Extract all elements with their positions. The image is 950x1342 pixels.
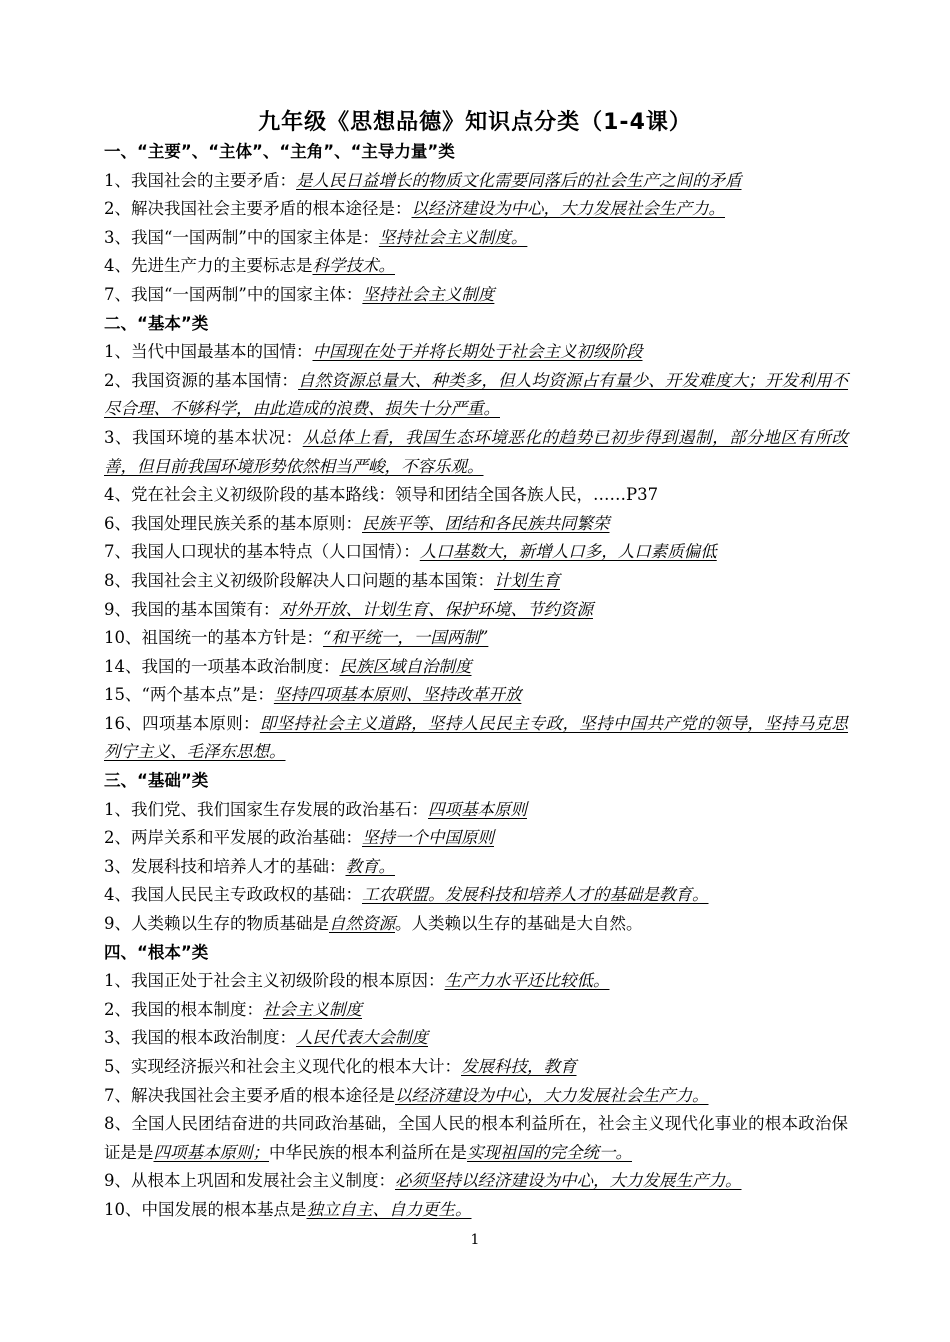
section-heading: 四、“根本”类: [104, 942, 209, 962]
item-answer: 以经济建设为中心，大力发展社会生产力。: [395, 1085, 709, 1105]
knowledge-item: [104, 910, 848, 939]
item-question: 9、我国的基本国策有：: [104, 599, 280, 619]
knowledge-item: [104, 1024, 848, 1053]
item-question: 6、我国处理民族关系的基本原则：: [104, 513, 362, 533]
item-answer: 科学技术。: [312, 256, 395, 276]
item-question: 7、我国“一国两制”中的国家主体：: [104, 284, 363, 304]
knowledge-item: [104, 481, 848, 510]
item-question: 10、祖国统一的基本方针是：: [104, 628, 323, 648]
knowledge-item: [104, 653, 848, 682]
item-answer: 坚持社会主义制度。: [378, 227, 528, 247]
knowledge-item: [104, 624, 848, 653]
item-question: 4、党在社会主义初级阶段的基本路线：领导和团结全国各族人民，……P37: [104, 485, 659, 505]
item-question: 2、解决我国社会主要矛盾的根本途径是：: [104, 199, 412, 219]
knowledge-item: [104, 367, 848, 424]
item-answer: 是人民日益增长的物质文化需要同落后的社会生产之间的矛盾: [296, 170, 742, 190]
item-answer: 社会主义制度: [263, 999, 362, 1019]
item-question: 8、我国社会主义初级阶段解决人口问题的基本国策：: [104, 570, 494, 590]
item-answer: 独立自主、自力更生。: [306, 1199, 472, 1219]
item-answer: 民族平等、团结和各民族共同繁荣: [362, 513, 610, 533]
item-answer: 教育。: [345, 856, 395, 876]
page-title: 九年级《思想品德》知识点分类（1-4课）: [258, 110, 692, 135]
item-question: 1、当代中国最基本的国情：: [104, 342, 313, 362]
knowledge-item: [104, 710, 848, 767]
knowledge-item: [104, 1053, 848, 1082]
item-question: 4、我国人民民主专政政权的基础：: [104, 885, 362, 905]
item-question: 1、我们党、我们国家生存发展的政治基石：: [104, 799, 428, 819]
item-answer: 中国现在处于并将长期处于社会主义初级阶段: [312, 342, 643, 362]
item-answer: 民族区域自治制度: [339, 656, 472, 676]
knowledge-item: [104, 510, 848, 539]
knowledge-item: [104, 1110, 848, 1167]
item-tail-text: 。人类赖以生存的基础是大自然。: [395, 914, 643, 934]
knowledge-item: [104, 281, 848, 310]
item-question: 2、两岸关系和平发展的政治基础：: [104, 828, 362, 848]
item-answer-secondary: 实现祖国的完全统一。: [467, 1142, 632, 1162]
item-answer: “和平统一，一国两制”: [323, 628, 489, 648]
section-heading: 二、“基本”类: [104, 313, 209, 333]
knowledge-item: [104, 167, 848, 196]
page-number: 1: [470, 1232, 480, 1248]
knowledge-item: [104, 1196, 848, 1225]
knowledge-item: [104, 195, 848, 224]
knowledge-item: [104, 796, 848, 825]
knowledge-item: [104, 967, 848, 996]
knowledge-item: [104, 853, 848, 882]
item-question: 15、“两个基本点”是：: [104, 685, 274, 705]
item-question: 3、我国“一国两制”中的国家主体是：: [104, 227, 379, 247]
item-answer: 即坚持社会主义道路，坚持人民民主专政，坚持中国共产党的领导，坚持马克思列宁主义、毛泽东思想。: [104, 713, 849, 762]
knowledge-item: [104, 824, 848, 853]
knowledge-item: [104, 338, 848, 367]
item-answer: 人口基数大，新增人口多，人口素质偏低: [419, 542, 717, 562]
knowledge-item: [104, 424, 848, 481]
item-question: 14、我国的一项基本政治制度：: [104, 656, 340, 676]
section-heading: 三、“基础”类: [104, 771, 209, 791]
item-answer: 坚持社会主义制度: [362, 284, 495, 304]
item-question: 3、我国的根本政治制度：: [104, 1028, 296, 1048]
item-question: 9、从根本上巩固和发展社会主义制度：: [104, 1171, 395, 1191]
item-question: 9、人类赖以生存的物质基础是: [104, 914, 329, 934]
item-answer: 计划生育: [494, 570, 560, 590]
knowledge-item: [104, 252, 848, 281]
item-answer: 必须坚持以经济建设为中心，大力发展生产力。: [395, 1171, 742, 1191]
item-answer: 坚持四项基本原则、坚持改革开放: [273, 685, 522, 705]
item-tail-text: 中华民族的根本利益所在是: [269, 1142, 467, 1162]
item-answer: 发展科技，教育: [461, 1057, 577, 1076]
knowledge-item: [104, 567, 848, 596]
knowledge-item: [104, 1082, 848, 1111]
item-question: 7、我国人口现状的基本特点（人口国情）：: [104, 542, 420, 562]
item-question: 1、我国正处于社会主义初级阶段的根本原因：: [104, 971, 445, 991]
knowledge-item: [104, 1167, 848, 1196]
knowledge-item: [104, 224, 848, 253]
item-answer: 坚持一个中国原则: [362, 828, 494, 848]
item-answer: 人民代表大会制度: [296, 1028, 428, 1048]
knowledge-item: [104, 596, 848, 625]
knowledge-item: [104, 881, 848, 910]
item-question: 4、先进生产力的主要标志是: [104, 256, 313, 276]
item-answer: 工农联盟。发展科技和培养人才的基础是教育。: [362, 885, 709, 905]
document-body: [104, 138, 848, 1225]
item-question: 3、我国环境的基本状况：: [104, 427, 303, 447]
item-question: 2、我国资源的基本国情：: [104, 370, 299, 390]
item-question: 1、我国社会的主要矛盾：: [104, 170, 296, 190]
item-question: 3、发展科技和培养人才的基础：: [104, 856, 346, 876]
item-question: 2、我国的根本制度：: [104, 999, 263, 1019]
knowledge-item: [104, 538, 848, 567]
item-question: 16、四项基本原则：: [104, 713, 260, 733]
item-question: 5、实现经济振兴和社会主义现代化的根本大计：: [104, 1057, 461, 1076]
item-answer: 以经济建设为中心，大力发展社会生产力。: [411, 199, 725, 219]
section-heading: 一、“主要”、“主体”、“主角”、“主导力量”类: [104, 142, 455, 161]
item-question: 7、解决我国社会主要矛盾的根本途径是: [104, 1085, 395, 1105]
item-answer: 四项基本原则；: [153, 1142, 269, 1162]
item-question: 8、全国人民团结奋进的共同政治基础，全国人民的根本利益所在，社会主义现代化事业的根本政治保证是是: [104, 1114, 848, 1162]
item-question: 10、中国发展的根本基点是: [104, 1199, 307, 1219]
item-answer: 自然资源: [329, 914, 395, 934]
knowledge-item: [104, 996, 848, 1025]
item-answer: 自然资源总量大、种类多，但人均资源占有量少、开发难度大；开发利用不尽合理、不够科学，由此造成的浪费、损失十分严重。: [104, 370, 849, 419]
item-answer: 四项基本原则: [428, 799, 527, 819]
item-answer: 对外开放、计划生育、保护环境、节约资源: [279, 599, 593, 619]
knowledge-item: [104, 681, 848, 710]
item-answer: 从总体上看，我国生态环境恶化的趋势已初步得到遏制，部分地区有所改善，但目前我国环境形势依然相当严峻，不容乐观。: [104, 427, 849, 476]
item-answer: 生产力水平还比较低。: [444, 971, 610, 991]
